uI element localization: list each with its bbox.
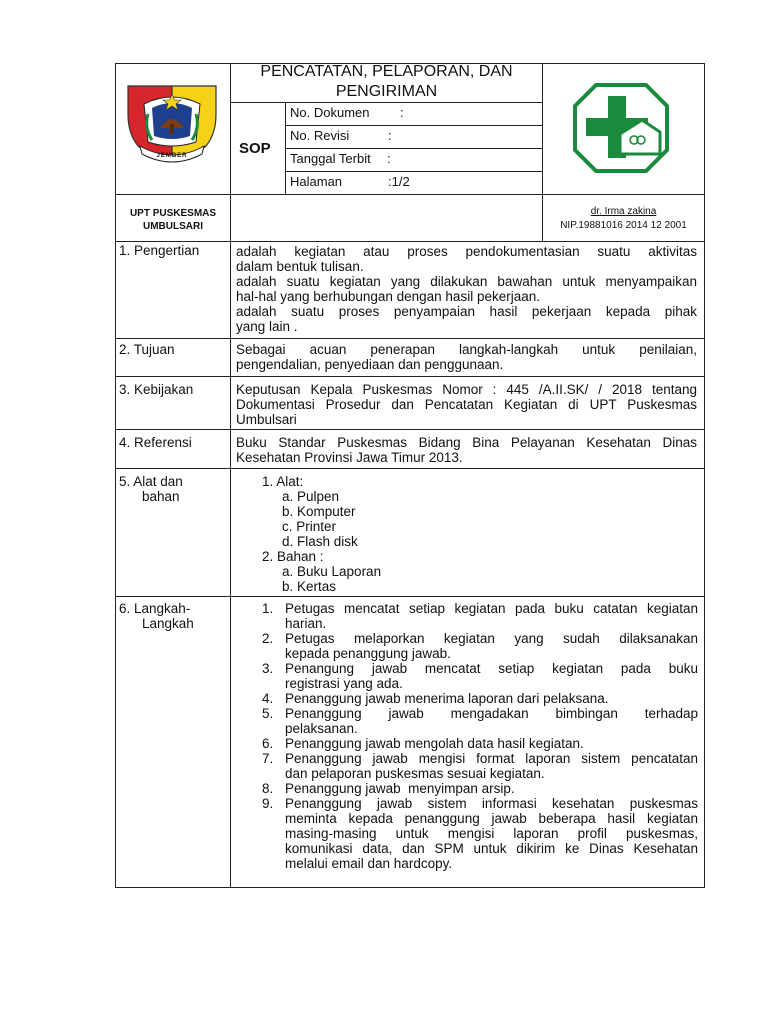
step-line: Penanggung jawab mengolah data hasil kegiatan. (285, 736, 584, 751)
alat-label-line-1: 5. Alat dan (119, 474, 183, 489)
step-line: pelaksanan. (285, 721, 358, 736)
step-number: 6. (262, 736, 274, 751)
step-line: Petugas melaporkan kegiatan yang sudah dilaksanakan (285, 631, 698, 646)
step-line: melalui email dan hardcopy. (285, 856, 453, 871)
section-label-kebijakan: 3. Kebijakan (119, 382, 194, 397)
step-number: 8. (262, 781, 274, 796)
step-line: dan pelaporan puskesmas sesuai kegiatan. (285, 766, 545, 781)
section-label-tujuan: 2. Tujuan (119, 342, 175, 357)
step-number: 3. (262, 661, 274, 676)
org-line-1: UPT PUSKESMAS (129, 208, 217, 219)
pengertian-line: adalah suatu proses penyampaian hasil pekerjaan kepada pihak (236, 304, 697, 319)
list-item: b. Kertas (282, 579, 337, 594)
steps-list (262, 601, 698, 871)
section-content-alat-bahan (262, 474, 381, 594)
step-line: Petugas mencatat setiap kegiatan pada buku catatan kegiatan (285, 601, 698, 616)
section-content-pengertian (236, 244, 697, 334)
meta-value-tanggal-terbit: : (387, 151, 391, 166)
step-number: 9. (262, 796, 274, 811)
kebijakan-line: Umbulsari (236, 412, 297, 427)
list-item (262, 691, 698, 706)
kebijakan-line: Dokumentasi Prosedur dan Pencatatan Kegiatan di UPT Puskesmas (236, 397, 697, 412)
alat-heading: 1. Alat: (262, 474, 304, 489)
pengertian-line: adalah suatu kegiatan yang dilakukan bawahan untuk menyampaikan (236, 274, 697, 289)
step-line: Penanggung jawab menerima laporan dari pelaksana. (285, 691, 609, 706)
list-item (262, 736, 698, 751)
meta-label-no-revisi: No. Revisi (290, 128, 350, 143)
section-label-referensi: 4. Referensi (119, 435, 192, 450)
pengertian-line: yang lain . (236, 319, 298, 334)
meta-label-no-dokumen: No. Dokumen (290, 105, 370, 120)
langkah-label-line-2: Langkah (142, 616, 194, 631)
step-number: 7. (262, 751, 274, 766)
meta-value-halaman: :1/2 (388, 174, 410, 189)
step-line: registrasi yang ada. (285, 676, 403, 691)
section-content-kebijakan (236, 382, 697, 427)
org-name (116, 207, 230, 233)
step-line: Penanggung jawab mengisi format laporan sistem pencatatan (285, 751, 698, 766)
list-item (262, 796, 698, 871)
title-line-2: PENGIRIMAN (335, 83, 438, 100)
meta-label-halaman: Halaman (290, 174, 343, 189)
step-line: Penangung jawab mencatat setiap kegiatan pada buku (285, 661, 698, 676)
step-line: Penanggung jawab mengadakan bimbingan terhadap (285, 706, 698, 721)
kebijakan-line: Keputusan Kepala Puskesmas Nomor : 445 /A.II.SK/ / 2018 tentang (236, 382, 697, 397)
pengertian-line: dalam bentuk tulisan. (236, 259, 364, 274)
section-content-tujuan (236, 342, 697, 372)
signer-nip: NIP.19881016 2014 12 2001 (560, 220, 687, 231)
section-label-langkah (119, 601, 194, 631)
step-number: 4. (262, 691, 274, 706)
document-title (231, 62, 542, 102)
tujuan-line: Sebagai acuan penerapan langkah-langkah untuk penilaian, (236, 342, 697, 357)
step-line: kepada penanggung jawab. (285, 646, 451, 661)
step-line: Penanggung jawab menyimpan arsip. (285, 781, 515, 796)
section-label-alat-bahan (119, 474, 183, 504)
list-item: d. Flash disk (282, 534, 358, 549)
step-line: harian. (285, 616, 327, 631)
step-line: komunikasi data, dan SPM untuk dikirim ke Dinas Kesehatan (285, 841, 698, 856)
pengertian-line: hal-hal yang berhubungan dengan hasil pekerjaan. (236, 289, 540, 304)
tujuan-line: pengendalian, penyediaan dan penggunaan. (236, 357, 504, 372)
list-item (262, 706, 698, 736)
list-item (262, 751, 698, 781)
list-item (262, 631, 698, 661)
step-line: masing-masing untuk mengisi laporan profil puskesmas, (285, 826, 698, 841)
pengertian-line: adalah kegiatan atau proses pendokumentasian suatu aktivitas (236, 244, 697, 259)
step-number: 1. (262, 601, 274, 616)
list-item (262, 601, 698, 631)
meta-label-tanggal-terbit: Tanggal Terbit (290, 151, 371, 166)
step-number: 2. (262, 631, 274, 646)
step-line: Penanggung jawab sistem informasi kesehatan puskesmas (285, 796, 698, 811)
kabupaten-logo (126, 84, 218, 170)
bahan-heading: 2. Bahan : (262, 549, 324, 564)
alat-label-line-2: bahan (142, 489, 180, 504)
list-item (262, 661, 698, 691)
logo-text: JEMBER (156, 153, 188, 159)
signer-block (543, 205, 704, 233)
signer-name: dr. Irma zakina (590, 206, 657, 217)
list-item (262, 781, 698, 796)
list-item: a. Pulpen (282, 489, 340, 504)
puskesmas-logo (572, 82, 670, 174)
title-line-1: PENCATATAN, PELAPORAN, DAN (260, 63, 513, 80)
referensi-line: Kesehatan Provinsi Jawa Timur 2013. (236, 450, 463, 465)
meta-value-no-dokumen: : (400, 105, 404, 120)
referensi-line: Buku Standar Puskesmas Bidang Bina Pelayanan Kesehatan Dinas (236, 435, 697, 450)
langkah-label-line-1: 6. Langkah- (119, 601, 191, 616)
list-item: a. Buku Laporan (282, 564, 382, 579)
sop-label: SOP (239, 140, 271, 157)
section-label-pengertian: 1. Pengertian (119, 243, 200, 258)
meta-value-no-revisi: : (388, 128, 392, 143)
step-line: meminta kepada penanggung jawab beberapa hasil kegiatan (285, 811, 698, 826)
step-number: 5. (262, 706, 274, 721)
section-content-referensi (236, 435, 697, 465)
list-item: c. Printer (282, 519, 337, 534)
org-line-2: UMBULSARI (143, 221, 203, 232)
list-item: b. Komputer (282, 504, 356, 519)
